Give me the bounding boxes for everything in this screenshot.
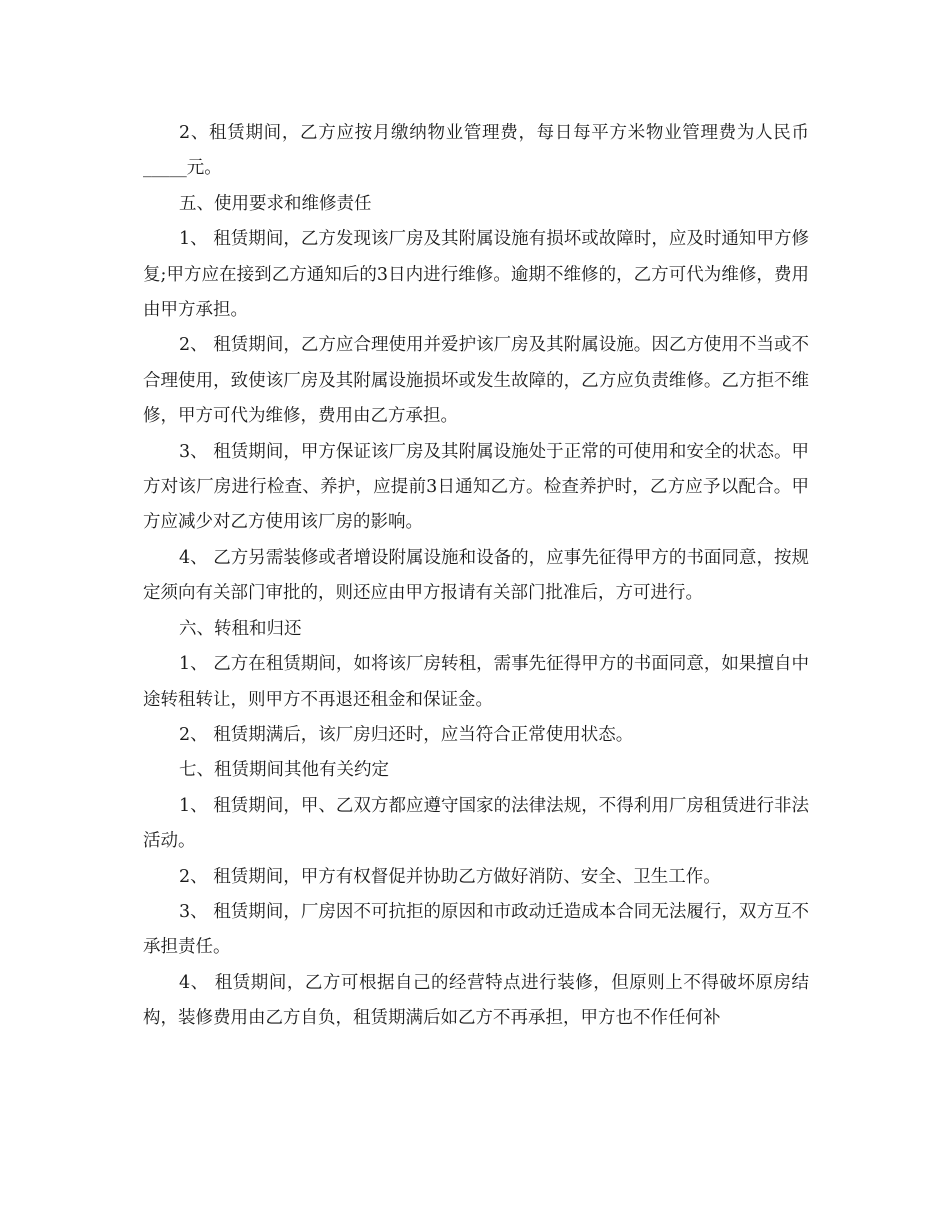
section-heading-other-agreements: 七、租赁期间其他有关约定 xyxy=(179,760,389,781)
paragraph-force-majeure: 3、 租赁期间，厂房因不可抗拒的原因和市政动迁造成本合同无法履行，双方互不承担责任。 xyxy=(143,901,809,958)
document-body xyxy=(143,116,809,1037)
paragraph-decoration: 4、 租赁期间，乙方可根据自己的经营特点进行装修，但原则上不得破坏原房结构，装修费用由乙方自负，租赁期满后如乙方不再承担，甲方也不作任何补 xyxy=(143,972,809,1029)
paragraph-safe-condition: 3、 租赁期间，甲方保证该厂房及其附属设施处于正常的可使用和安全的状态。甲方对该厂房进行检查、养护，应提前3日通知乙方。检查养护时，乙方应予以配合。甲方应减少对乙方使用该厂房的影响。 xyxy=(143,441,809,533)
paragraph-return-condition: 2、 租赁期满后，该厂房归还时，应当符合正常使用状态。 xyxy=(179,724,634,745)
section-heading-sublease-return: 六、转租和归还 xyxy=(179,618,302,639)
paragraph-landlord-repair: 1、 租赁期间，乙方发现该厂房及其附属设施有损坏或故障时，应及时通知甲方修复;甲方应在接到乙方通知后的3日内进行维修。逾期不维修的，乙方可代为维修，费用由甲方承担。 xyxy=(143,229,809,321)
paragraph-safety-work: 2、 租赁期间，甲方有权督促并协助乙方做好消防、安全、卫生工作。 xyxy=(179,866,721,887)
paragraph-tenant-repair: 2、 租赁期间，乙方应合理使用并爱护该厂房及其附属设施。因乙方使用不当或不合理使用，致使该厂房及其附属设施损坏或发生故障的，乙方应负责维修。乙方拒不维修，甲方可代为维修，费用由乙方承担。 xyxy=(143,335,809,427)
paragraph-legal-compliance: 1、 租赁期间，甲、乙双方都应遵守国家的法律法规，不得利用厂房租赁进行非法活动。 xyxy=(143,795,809,852)
paragraph-management-fee: 2、租赁期间，乙方应按月缴纳物业管理费，每日每平方米物业管理费为人民币_____元。 xyxy=(143,123,809,179)
paragraph-sublease: 1、 乙方在租赁期间，如将该厂房转租，需事先征得甲方的书面同意，如果擅自中途转租转让，则甲方不再退还租金和保证金。 xyxy=(143,654,809,710)
section-heading-usage-maintenance: 五、使用要求和维修责任 xyxy=(179,193,372,214)
paragraph-renovation-approval: 4、 乙方另需装修或者增设附属设施和设备的，应事先征得甲方的书面同意，按规定须向有关部门审批的，则还应由甲方报请有关部门批准后，方可进行。 xyxy=(143,547,809,604)
